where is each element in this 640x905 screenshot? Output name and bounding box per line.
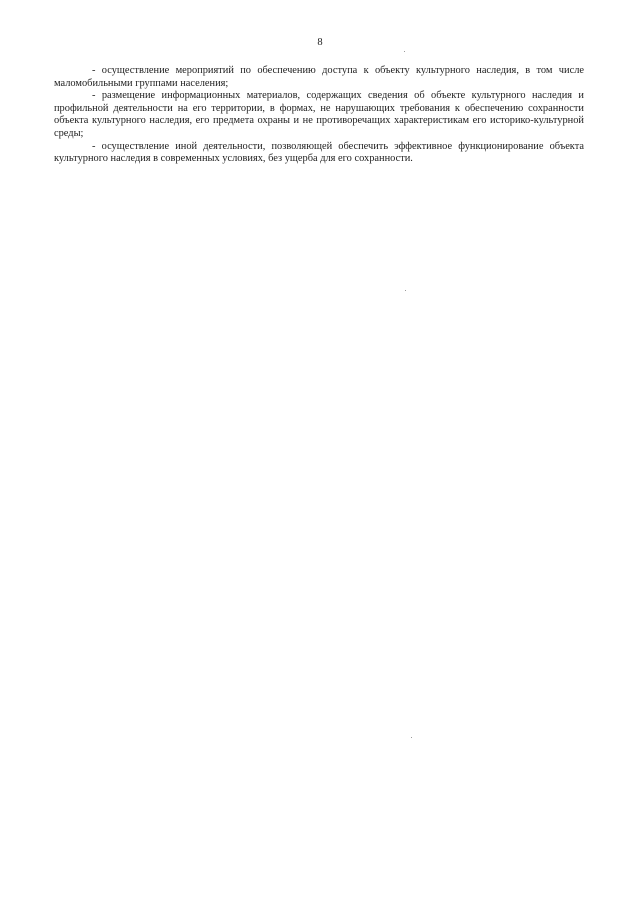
- scan-speck: [411, 737, 412, 738]
- paragraph-other-activity: - осуществление иной деятельности, позволяющей обеспечить эффективное функционирование объекта культурного наследия в современных условиях, без ущерба для его сохранности.: [54, 140, 584, 165]
- scan-speck: [404, 51, 405, 52]
- scan-speck: [405, 290, 406, 291]
- paragraph-access-measures: - осуществление мероприятий по обеспечению доступа к объекту культурного наследия, в том числе маломобильными группами населения;: [54, 65, 584, 89]
- body-text: [54, 65, 584, 166]
- page-number: 8: [317, 37, 323, 48]
- paragraph-information-materials: - размещение информационных материалов, содержащих сведения об объекте культурного наследия и профильной деятельности на его территории, в формах, не нарушающих требования к обеспечению сохранности объекта культурного наследия, его предмета охраны и не противоречащих характеристикам его историко-культурной среды;: [54, 90, 584, 139]
